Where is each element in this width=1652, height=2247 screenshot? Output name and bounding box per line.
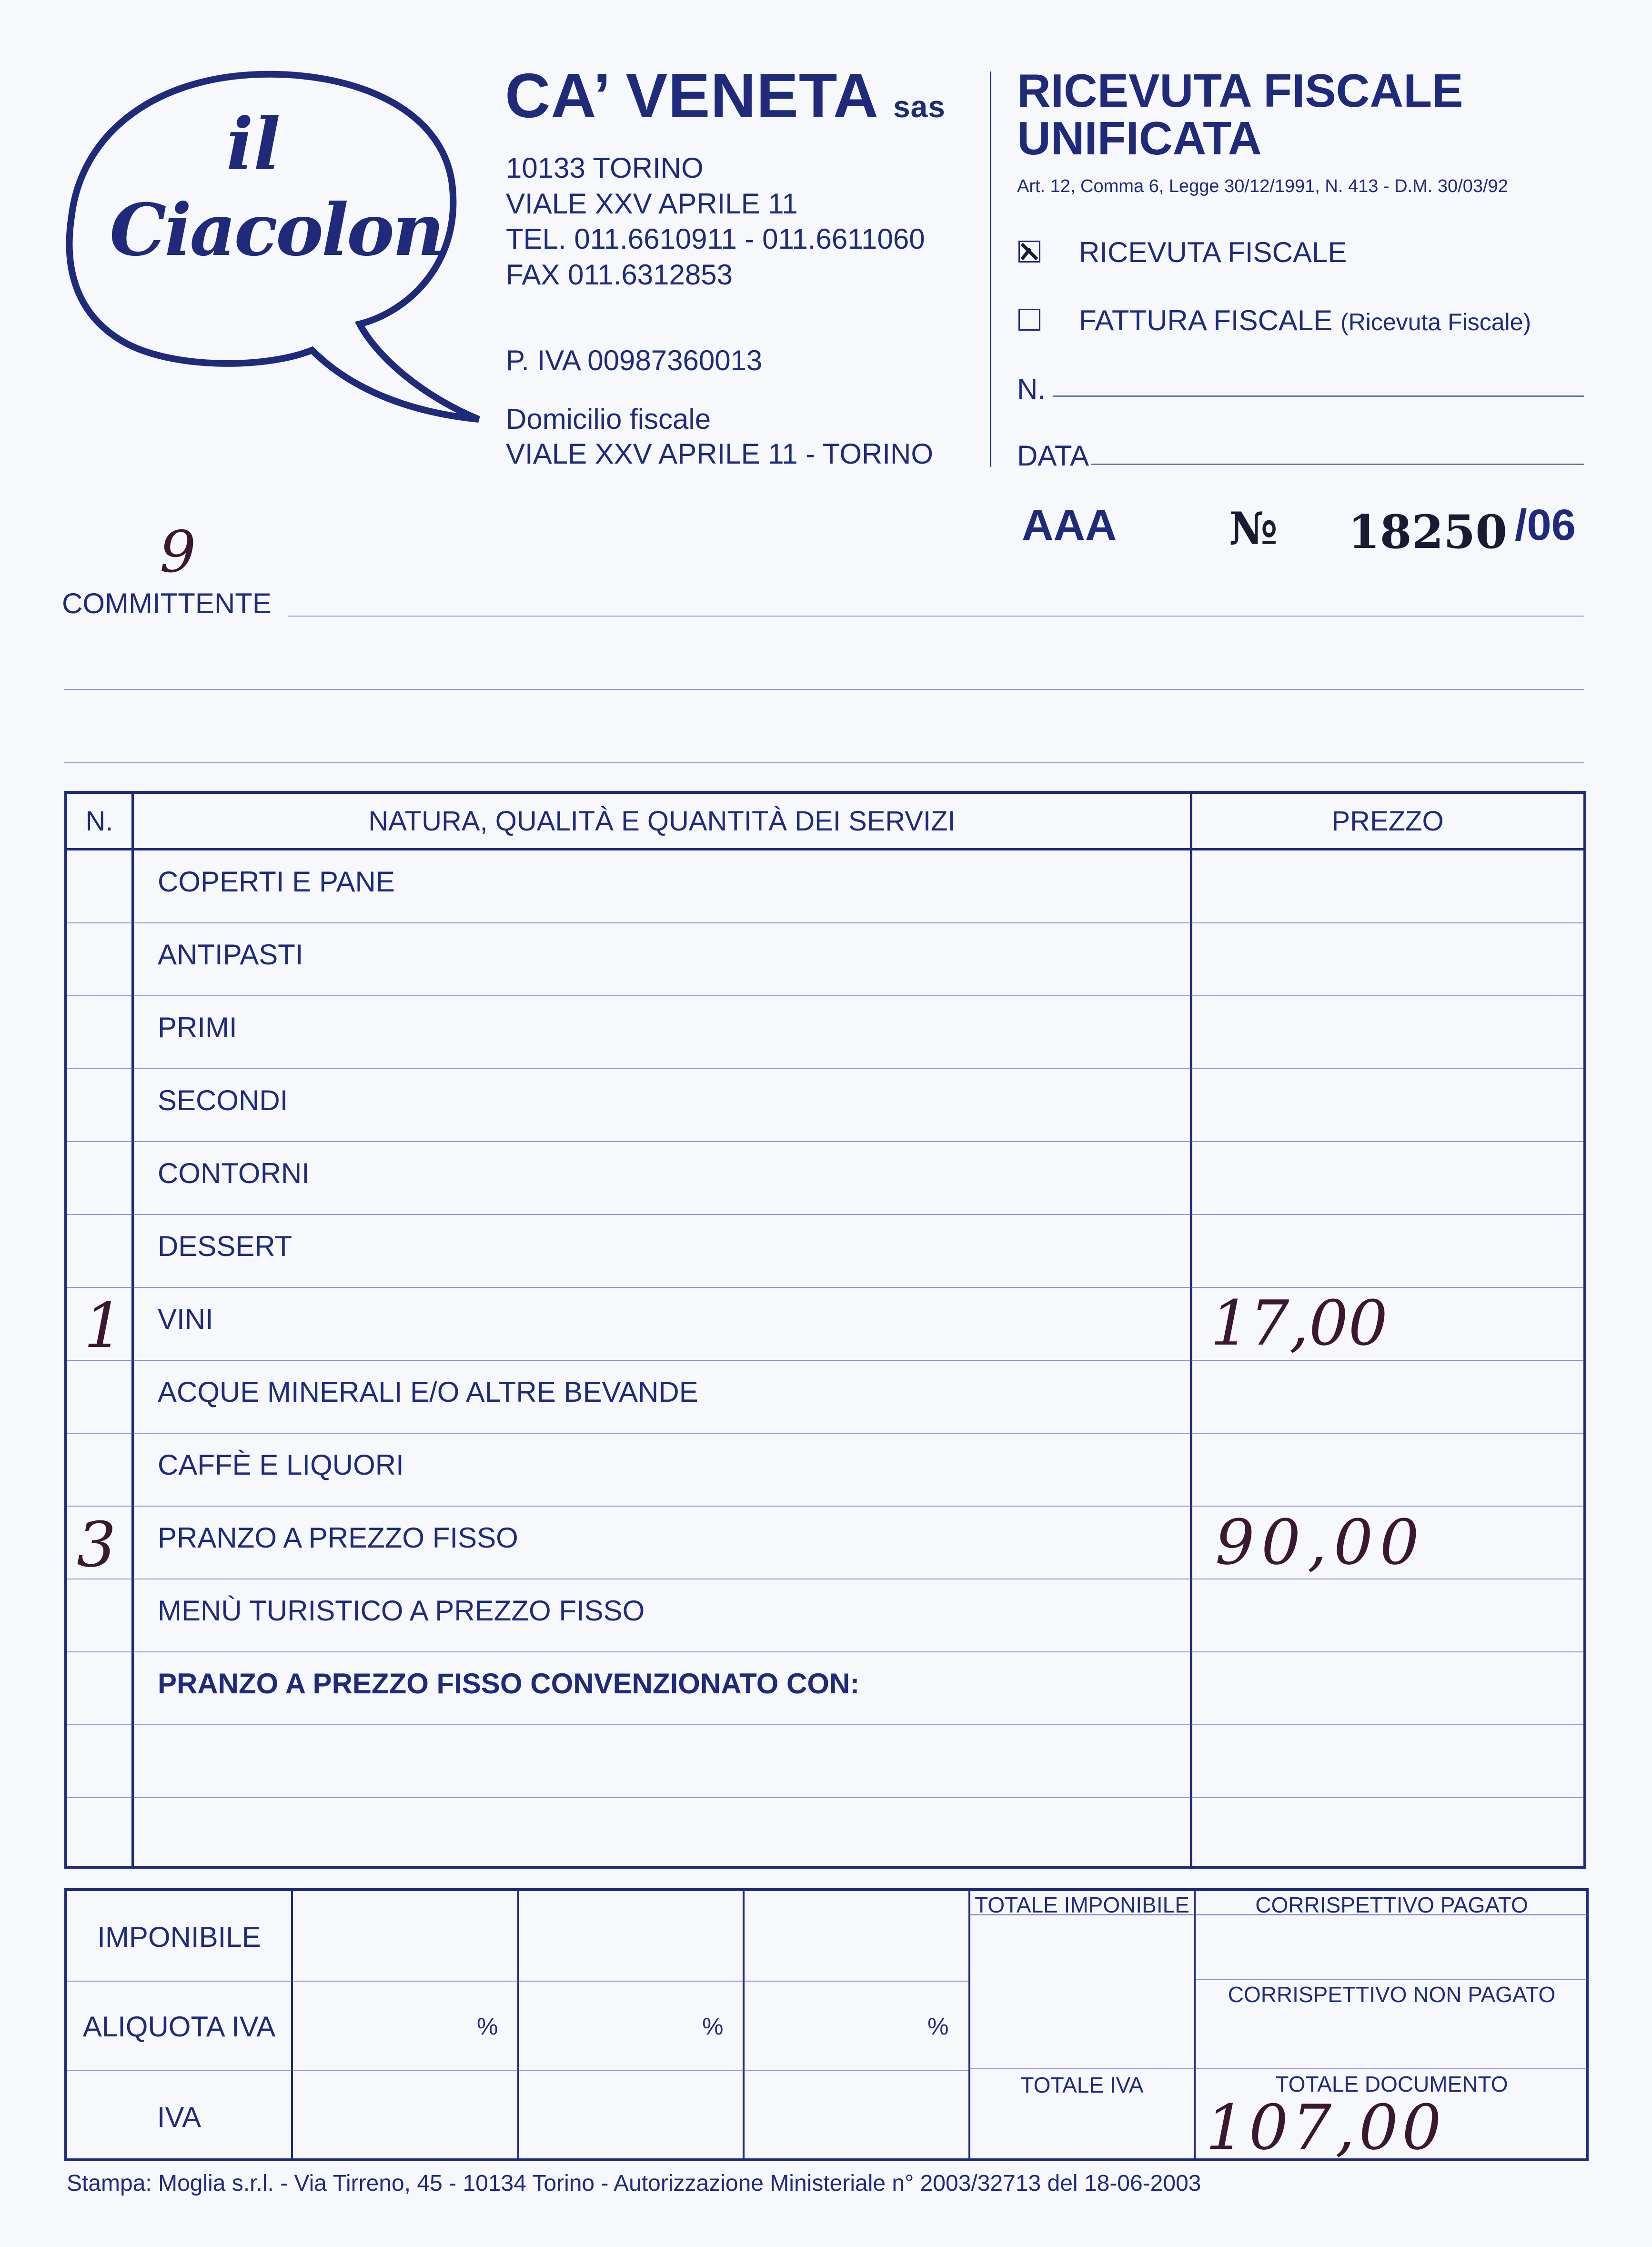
row-line (67, 922, 1583, 923)
corrispettivo-pagato-label: CORRISPETTIVO PAGATO (1255, 1893, 1528, 1917)
totale-imponibile-label: TOTALE IMPONIBILE (975, 1893, 1189, 1917)
totale-documento-value: 107,00 (1206, 2091, 1445, 2164)
row-label: PRANZO A PREZZO FISSO CONVENZIONATO CON: (158, 1668, 860, 1700)
domicile-address: VIALE XXV APRILE 11 - TORINO (506, 438, 934, 470)
date-label: DATA (1017, 440, 1089, 472)
totale-documento-label: TOTALE DOCUMENTO (1275, 2072, 1508, 2096)
company-name (505, 60, 946, 132)
column-divider (131, 794, 134, 1866)
percent-sign: % (927, 2013, 949, 2040)
column-divider (1194, 1891, 1196, 2158)
logo-text-bottom: Ciacolon (110, 188, 443, 272)
corrispettivo-non-pagato-label: CORRISPETTIVO NON PAGATO (1228, 1982, 1556, 2007)
row-label: COPERTI E PANE (158, 866, 395, 898)
logo-text-top: il (226, 102, 281, 186)
row-line (67, 1214, 1583, 1215)
column-divider (1190, 794, 1192, 1866)
header-divider (67, 848, 1583, 850)
row-label: PRIMI (158, 1012, 237, 1043)
row-label: CAFFÈ E LIQUORI (158, 1449, 404, 1481)
row-price-handwritten: 17,00 (1210, 1287, 1388, 1359)
option-receipt: RICEVUTA FISCALE (1079, 236, 1347, 268)
date-field[interactable] (1091, 464, 1584, 465)
row-label: ANTIPASTI (158, 939, 303, 971)
committente-label: COMMITTENTE (62, 587, 272, 619)
receipt-year: /06 (1515, 501, 1576, 549)
percent-sign: % (477, 2013, 498, 2040)
row-line (67, 1068, 1583, 1069)
header-divider (990, 71, 991, 467)
receipt-title (1017, 64, 1463, 164)
company-suffix: sas (893, 90, 946, 124)
committente-handwritten: 9 (160, 519, 196, 586)
row-line (67, 1433, 1583, 1434)
header-price: PREZZO (1331, 805, 1444, 837)
row-label: DESSERT (158, 1230, 292, 1262)
number-field[interactable] (1053, 395, 1584, 397)
row-line (67, 1981, 968, 1982)
row-line (67, 1797, 1583, 1798)
row-label: VINI (158, 1303, 213, 1335)
logo (64, 64, 488, 436)
receipt-title-line1: RICEVUTA FISCALE (1017, 64, 1463, 117)
address-line: TEL. 011.6610911 - 011.6611060 (506, 223, 925, 255)
row-label: ACQUE MINERALI E/O ALTRE BEVANDE (158, 1376, 698, 1408)
row-line (968, 2068, 1588, 2069)
iva-label: IVA (157, 2101, 201, 2133)
option-invoice-note: (Ricevuta Fiscale) (1340, 309, 1531, 335)
company-name-text: CA’ VENETA (505, 61, 879, 131)
vat-number: P. IVA 00987360013 (506, 344, 763, 376)
row-label: MENÙ TURISTICO A PREZZO FISSO (158, 1595, 645, 1627)
row-line (1196, 1979, 1588, 1980)
header-n: N. (85, 805, 113, 837)
address-line: FAX 011.6312853 (506, 259, 733, 291)
percent-sign: % (702, 2013, 724, 2040)
row-label: CONTORNI (158, 1157, 310, 1189)
row-qty-handwritten: 1 (84, 1289, 123, 1362)
column-divider (291, 1891, 293, 2158)
column-divider (517, 1891, 519, 2158)
column-divider (743, 1891, 745, 2158)
imponibile-label: IMPONIBILE (97, 1921, 261, 1953)
law-reference: Art. 12, Comma 6, Legge 30/12/1991, N. 413 - D.M. 30/03/92 (1017, 176, 1508, 196)
services-table (64, 791, 1586, 1869)
header-description: NATURA, QUALITÀ E QUANTITÀ DEI SERVIZI (368, 805, 956, 837)
receipt-title-line2: UNIFICATA (1017, 112, 1262, 164)
option-invoice (1079, 304, 1531, 337)
row-price-handwritten: 90,00 (1215, 1506, 1426, 1579)
option-invoice-label: FATTURA FISCALE (1079, 304, 1333, 336)
committente-line[interactable] (288, 616, 1584, 617)
receipt-series: AAA (1022, 501, 1117, 549)
row-label: SECONDI (158, 1084, 288, 1116)
address-line: VIALE XXV APRILE 11 (506, 188, 798, 220)
row-line (67, 1724, 1583, 1725)
aliquota-label: ALIQUOTA IVA (82, 2011, 276, 2043)
committente-line-3[interactable] (64, 762, 1584, 763)
number-label: N. (1017, 373, 1046, 405)
row-line (67, 1360, 1583, 1361)
row-label: PRANZO A PREZZO FISSO (158, 1522, 518, 1554)
receipt-number: 18250 (1348, 505, 1507, 559)
address-line: 10133 TORINO (506, 152, 704, 184)
row-line (67, 2070, 968, 2071)
row-line (67, 995, 1583, 996)
row-qty-handwritten: 3 (77, 1508, 116, 1581)
totale-iva-label: TOTALE IVA (1020, 2073, 1144, 2097)
row-line (67, 1651, 1583, 1652)
invoice-checkbox[interactable] (1018, 309, 1040, 331)
committente-line-2[interactable] (64, 689, 1584, 690)
check-mark-icon (1020, 242, 1039, 261)
printer-footer: Stampa: Moglia s.r.l. - Via Tirreno, 45 - 10134 Torino - Autorizzazione Ministeriale n° 2003/32713 del 18-06-2003 (67, 2171, 1201, 2196)
receipt-checkbox[interactable] (1018, 241, 1040, 263)
domicile-label: Domicilio fiscale (506, 403, 711, 435)
tax-table (64, 1888, 1589, 2164)
column-divider (968, 1891, 970, 2158)
number-symbol: № (1229, 503, 1278, 555)
row-line (67, 1141, 1583, 1142)
